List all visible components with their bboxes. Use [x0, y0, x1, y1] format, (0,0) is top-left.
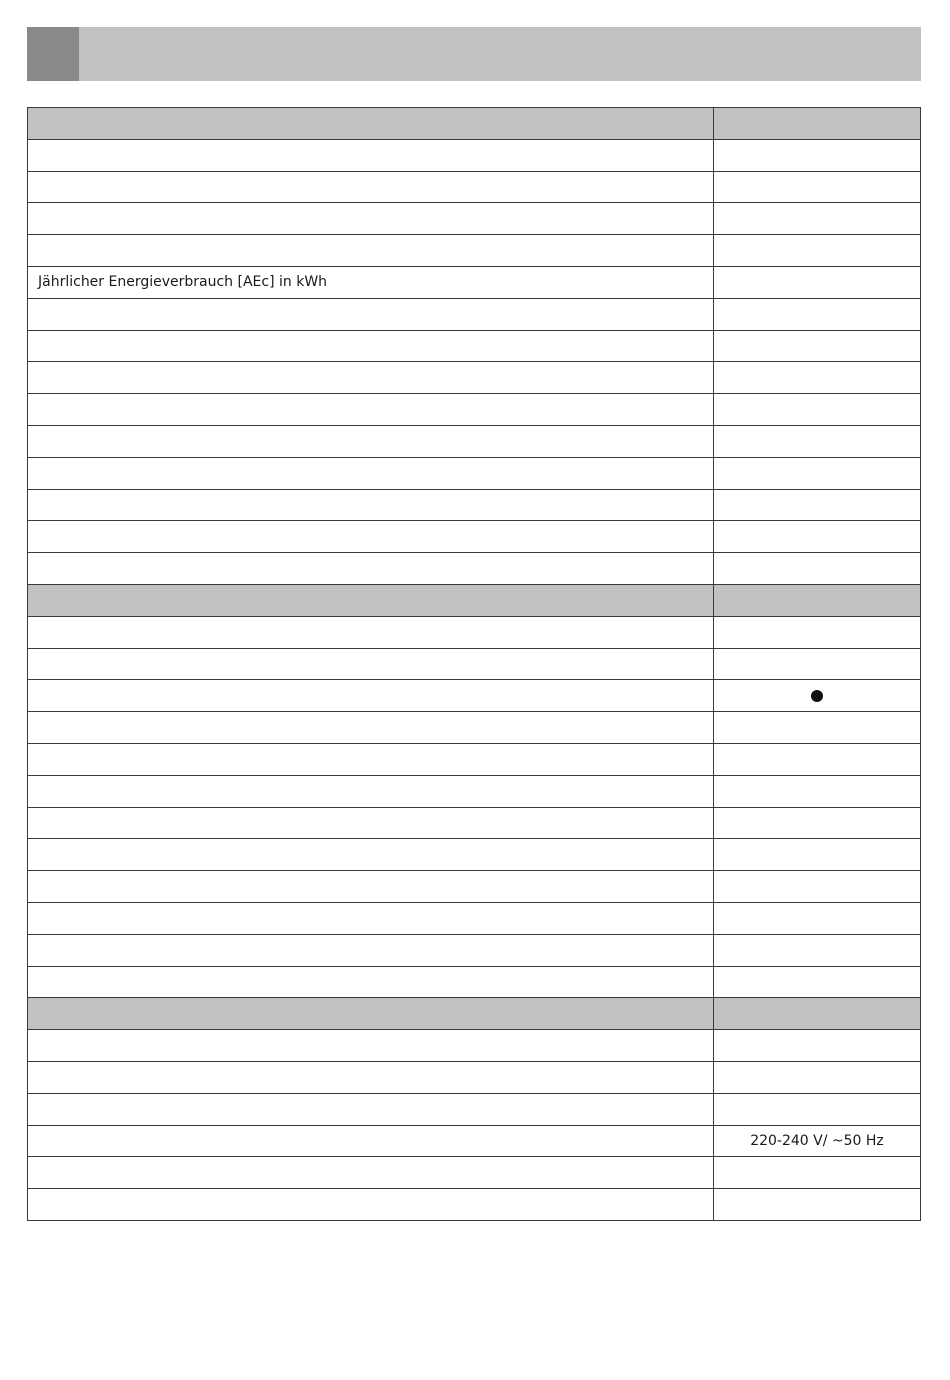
table-row	[28, 139, 921, 171]
table-row	[28, 902, 921, 934]
row-label	[28, 139, 714, 171]
section-header-value	[714, 998, 921, 1030]
row-label	[28, 1189, 714, 1221]
table-row	[28, 934, 921, 966]
row-value	[714, 934, 921, 966]
section-header-value	[714, 108, 921, 140]
row-value	[714, 1030, 921, 1062]
section-header-value	[714, 584, 921, 616]
table-row	[28, 648, 921, 680]
table-row	[28, 362, 921, 394]
table-row	[28, 1030, 921, 1062]
row-label	[28, 1030, 714, 1062]
row-value	[714, 553, 921, 585]
table-row	[28, 807, 921, 839]
row-label	[28, 1061, 714, 1093]
row-label	[28, 553, 714, 585]
row-value	[714, 966, 921, 998]
row-label	[28, 330, 714, 362]
row-value	[714, 521, 921, 553]
row-label	[28, 235, 714, 267]
row-value	[714, 871, 921, 903]
row-value	[714, 425, 921, 457]
table-row	[28, 1157, 921, 1189]
section-header-label	[28, 998, 714, 1030]
row-value	[714, 902, 921, 934]
page-header-bar	[27, 27, 921, 81]
row-label	[28, 1157, 714, 1189]
table-row	[28, 871, 921, 903]
row-label	[28, 457, 714, 489]
table-row	[28, 425, 921, 457]
row-value	[714, 712, 921, 744]
row-label	[28, 521, 714, 553]
row-label	[28, 425, 714, 457]
table-row	[28, 966, 921, 998]
row-label	[28, 807, 714, 839]
table-row	[28, 266, 921, 298]
row-value	[714, 1093, 921, 1125]
row-value	[714, 298, 921, 330]
row-value	[714, 807, 921, 839]
table-row	[28, 616, 921, 648]
row-label	[28, 839, 714, 871]
row-value	[714, 266, 921, 298]
row-label	[28, 616, 714, 648]
row-value	[714, 457, 921, 489]
row-value	[714, 203, 921, 235]
row-label	[28, 902, 714, 934]
row-value	[714, 775, 921, 807]
table-row	[28, 235, 921, 267]
row-label	[28, 966, 714, 998]
table-row	[28, 457, 921, 489]
header-accent-block	[27, 27, 79, 81]
table-row	[28, 712, 921, 744]
section-header-label	[28, 584, 714, 616]
row-value	[714, 1061, 921, 1093]
row-value	[714, 330, 921, 362]
section-header-row	[28, 584, 921, 616]
table-row	[28, 1061, 921, 1093]
section-header-row	[28, 998, 921, 1030]
row-label	[28, 203, 714, 235]
row-value	[714, 743, 921, 775]
filled-dot-icon	[811, 690, 823, 702]
row-value	[714, 648, 921, 680]
row-value	[714, 1189, 921, 1221]
row-value	[714, 1157, 921, 1189]
spec-table	[27, 107, 921, 1221]
row-value	[714, 489, 921, 521]
row-value	[714, 680, 921, 712]
table-row	[28, 203, 921, 235]
row-label	[28, 743, 714, 775]
row-label	[28, 171, 714, 203]
table-row	[28, 171, 921, 203]
row-label	[28, 712, 714, 744]
table-row	[28, 330, 921, 362]
table-row	[28, 553, 921, 585]
table-row	[28, 298, 921, 330]
row-label	[28, 871, 714, 903]
spec-table-body	[28, 108, 921, 1221]
row-value	[714, 362, 921, 394]
row-label: Jährlicher Energieverbrauch [AEc] in kWh	[28, 266, 714, 298]
table-row	[28, 1189, 921, 1221]
table-row	[28, 489, 921, 521]
table-row	[28, 521, 921, 553]
row-label	[28, 489, 714, 521]
row-label	[28, 1125, 714, 1157]
row-value	[714, 139, 921, 171]
table-row	[28, 1093, 921, 1125]
row-label	[28, 298, 714, 330]
row-label	[28, 1093, 714, 1125]
section-header-label	[28, 108, 714, 140]
table-row	[28, 839, 921, 871]
row-value	[714, 394, 921, 426]
table-row	[28, 775, 921, 807]
row-value: 220-240 V/ ~50 Hz	[714, 1125, 921, 1157]
table-row	[28, 394, 921, 426]
row-label	[28, 362, 714, 394]
row-label	[28, 775, 714, 807]
row-label	[28, 934, 714, 966]
row-label	[28, 394, 714, 426]
row-value	[714, 171, 921, 203]
row-label	[28, 680, 714, 712]
section-header-row	[28, 108, 921, 140]
table-row	[28, 1125, 921, 1157]
row-value	[714, 839, 921, 871]
row-label	[28, 648, 714, 680]
table-row	[28, 743, 921, 775]
row-value	[714, 616, 921, 648]
table-row	[28, 680, 921, 712]
row-value	[714, 235, 921, 267]
